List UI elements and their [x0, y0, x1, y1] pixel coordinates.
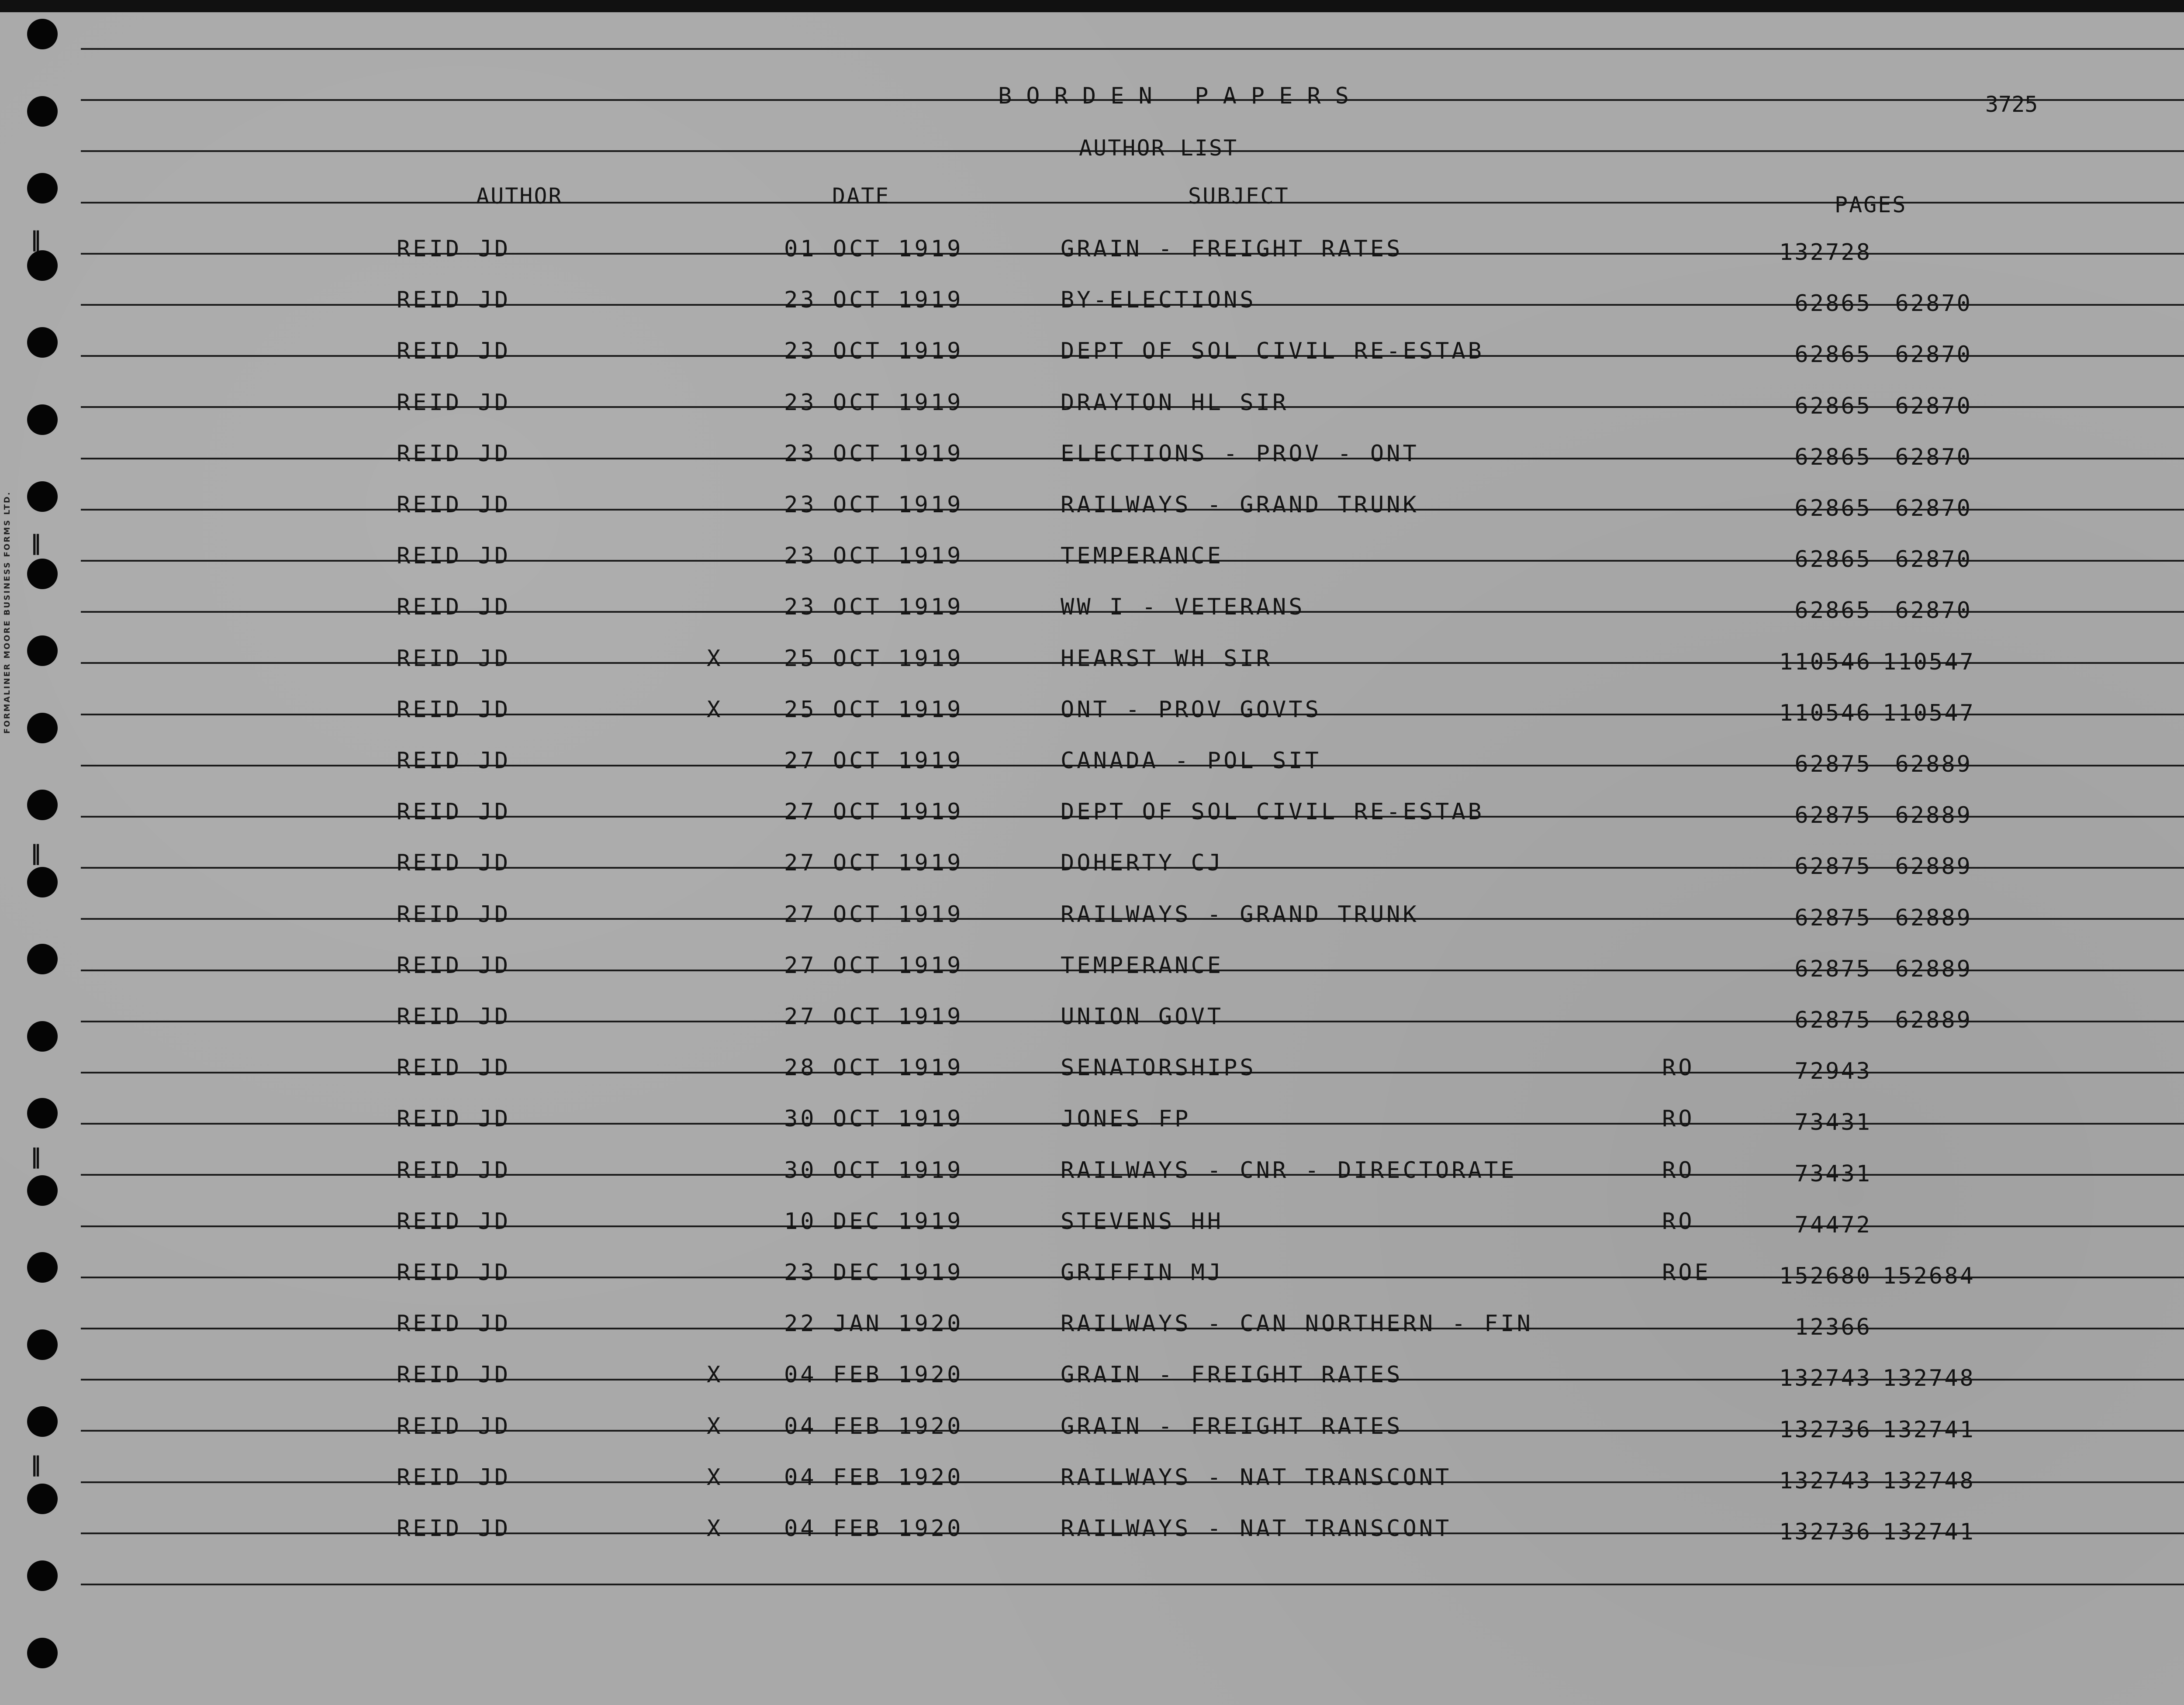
subject-cell: TEMPERANCE	[1061, 543, 1224, 569]
subject-cell: GRAIN - FREIGHT RATES	[1061, 1362, 1403, 1388]
date-cell: 10 DEC 1919	[784, 1208, 964, 1235]
page-from-cell: 74472	[1794, 1211, 1872, 1238]
page-from-cell: 110546	[1779, 700, 1872, 726]
feed-hole-left	[27, 1484, 58, 1514]
date-cell: 04 FEB 1920	[784, 1515, 964, 1542]
feed-hole-left	[27, 1021, 58, 1052]
page-from-cell: 62865	[1794, 495, 1872, 521]
page-from-cell: 62875	[1794, 802, 1872, 829]
feed-hole-left	[27, 327, 58, 358]
author-cell: REID JD	[397, 389, 511, 416]
code-cell: RO	[1662, 1208, 1695, 1235]
author-cell: REID JD	[397, 1260, 511, 1286]
page-from-cell: 132743	[1779, 1467, 1872, 1494]
code-cell: RO	[1662, 1106, 1695, 1132]
page-from-cell: 12366	[1794, 1314, 1872, 1341]
subject-cell: SENATORSHIPS	[1061, 1055, 1256, 1081]
feed-hole-left	[27, 867, 58, 897]
date-cell: 27 OCT 1919	[784, 901, 964, 928]
feed-hole-left	[27, 1638, 58, 1668]
perforation-tick: ‖	[31, 531, 43, 555]
page-to-cell: 62870	[1895, 393, 1972, 419]
author-cell: REID JD	[397, 799, 511, 825]
mark-cell: X	[707, 645, 723, 672]
author-cell: REID JD	[397, 1208, 511, 1235]
date-cell: 23 OCT 1919	[784, 492, 964, 518]
page-from-cell: 62865	[1794, 290, 1872, 317]
date-cell: 04 FEB 1920	[784, 1464, 964, 1491]
date-cell: 30 OCT 1919	[784, 1106, 964, 1132]
author-cell: REID JD	[397, 440, 511, 467]
column-header-date: DATE	[832, 183, 890, 209]
subject-cell: TEMPERANCE	[1061, 952, 1224, 979]
perforation-tick: ‖	[31, 841, 43, 865]
subject-cell: RAILWAYS - CAN NORTHERN - FIN	[1061, 1311, 1533, 1337]
author-cell: REID JD	[397, 236, 511, 262]
subject-cell: DOHERTY CJ	[1061, 850, 1224, 877]
author-cell: REID JD	[397, 696, 511, 723]
page-to-cell: 62870	[1895, 290, 1972, 317]
subject-cell: ELECTIONS - PROV - ONT	[1061, 440, 1419, 467]
author-cell: REID JD	[397, 1004, 511, 1030]
code-cell: ROE	[1662, 1260, 1711, 1286]
date-cell: 25 OCT 1919	[784, 696, 964, 723]
subject-cell: HEARST WH SIR	[1061, 645, 1272, 672]
page-from-cell: 62875	[1794, 751, 1872, 777]
page-from-cell: 62865	[1794, 546, 1872, 573]
page-to-cell: 152684	[1883, 1263, 1975, 1289]
page-title: BORDEN PAPERS	[998, 83, 1363, 109]
page-from-cell: 62875	[1794, 904, 1872, 931]
subject-cell: DRAYTON HL SIR	[1061, 389, 1289, 416]
feed-hole-left	[27, 250, 58, 281]
page-to-cell: 62870	[1895, 546, 1972, 573]
author-cell: REID JD	[397, 850, 511, 877]
feed-hole-left	[27, 1175, 58, 1206]
page-from-cell: 73431	[1794, 1109, 1872, 1136]
author-cell: REID JD	[397, 1311, 511, 1337]
page-from-cell: 132743	[1779, 1365, 1872, 1392]
page-from-cell: 73431	[1794, 1160, 1872, 1187]
page-to-cell: 62870	[1895, 444, 1972, 470]
subject-cell: BY-ELECTIONS	[1061, 287, 1256, 314]
subject-cell: WW I - VETERANS	[1061, 594, 1305, 621]
feed-hole-left	[27, 404, 58, 435]
author-cell: REID JD	[397, 1055, 511, 1081]
subject-cell: RAILWAYS - GRAND TRUNK	[1061, 492, 1419, 518]
date-cell: 23 OCT 1919	[784, 543, 964, 569]
mark-cell: X	[707, 1413, 723, 1439]
subject-cell: STEVENS HH	[1061, 1208, 1224, 1235]
date-cell: 23 DEC 1919	[784, 1260, 964, 1286]
page-number: 3725	[1985, 92, 2038, 117]
feed-hole-left	[27, 481, 58, 512]
date-cell: 01 OCT 1919	[784, 236, 964, 262]
mark-cell: X	[707, 696, 723, 723]
subject-cell: RAILWAYS - CNR - DIRECTORATE	[1061, 1157, 1517, 1184]
subject-cell: UNION GOVT	[1061, 1004, 1224, 1030]
author-cell: REID JD	[397, 1413, 511, 1439]
list-subtitle: AUTHOR LIST	[1079, 135, 1238, 161]
top-edge	[0, 0, 2184, 12]
page-to-cell: 62870	[1895, 495, 1972, 521]
page-to-cell: 62870	[1895, 342, 1972, 368]
page-to-cell: 132741	[1883, 1416, 1975, 1443]
author-cell: REID JD	[397, 1362, 511, 1388]
date-cell: 23 OCT 1919	[784, 440, 964, 467]
date-cell: 27 OCT 1919	[784, 748, 964, 774]
feed-hole-left	[27, 19, 58, 49]
author-cell: REID JD	[397, 287, 511, 314]
feed-hole-left	[27, 559, 58, 589]
page-to-cell: 62870	[1895, 597, 1972, 624]
perforation-tick: ‖	[31, 1452, 43, 1477]
page-to-cell: 62889	[1895, 751, 1972, 777]
feed-hole-left	[27, 713, 58, 743]
author-cell: REID JD	[397, 952, 511, 979]
feed-hole-left	[27, 790, 58, 820]
page-from-cell: 110546	[1779, 649, 1872, 675]
feed-hole-left	[27, 1406, 58, 1437]
page-from-cell: 62865	[1794, 393, 1872, 419]
subject-cell: JONES FP	[1061, 1106, 1191, 1132]
page-from-cell: 62865	[1794, 444, 1872, 470]
date-cell: 23 OCT 1919	[784, 287, 964, 314]
subject-cell: DEPT OF SOL CIVIL RE-ESTAB	[1061, 799, 1484, 825]
page-to-cell: 110547	[1883, 649, 1975, 675]
subject-cell: ONT - PROV GOVTS	[1061, 696, 1321, 723]
page-from-cell: 62875	[1794, 853, 1872, 880]
page-to-cell: 132748	[1883, 1467, 1975, 1494]
subject-cell: RAILWAYS - NAT TRANSCONT	[1061, 1464, 1452, 1491]
date-cell: 27 OCT 1919	[784, 799, 964, 825]
date-cell: 04 FEB 1920	[784, 1362, 964, 1388]
subject-cell: DEPT OF SOL CIVIL RE-ESTAB	[1061, 338, 1484, 365]
perforation-tick: ‖	[31, 1144, 43, 1169]
author-cell: REID JD	[397, 1515, 511, 1542]
author-cell: REID JD	[397, 1106, 511, 1132]
page-from-cell: 132728	[1779, 239, 1872, 266]
page-to-cell: 132741	[1883, 1519, 1975, 1545]
author-cell: REID JD	[397, 645, 511, 672]
mark-cell: X	[707, 1515, 723, 1542]
feed-hole-left	[27, 944, 58, 974]
ruled-line	[81, 1584, 2184, 1585]
page-from-cell: 62865	[1794, 597, 1872, 624]
author-cell: REID JD	[397, 543, 511, 569]
page-from-cell: 62875	[1794, 956, 1872, 982]
date-cell: 27 OCT 1919	[784, 952, 964, 979]
date-cell: 27 OCT 1919	[784, 850, 964, 877]
subject-cell: GRAIN - FREIGHT RATES	[1061, 1413, 1403, 1439]
feed-hole-left	[27, 635, 58, 666]
feed-hole-left	[27, 1252, 58, 1283]
perforation-tick: ‖	[31, 227, 43, 252]
mark-cell: X	[707, 1464, 723, 1491]
page-from-cell: 132736	[1779, 1519, 1872, 1545]
author-cell: REID JD	[397, 1157, 511, 1184]
date-cell: 25 OCT 1919	[784, 645, 964, 672]
column-header-pages: PAGES	[1835, 192, 1907, 217]
page-from-cell: 152680	[1779, 1263, 1872, 1289]
author-cell: REID JD	[397, 901, 511, 928]
page-to-cell: 62889	[1895, 956, 1972, 982]
page-from-cell: 72943	[1794, 1058, 1872, 1085]
date-cell: 27 OCT 1919	[784, 1004, 964, 1030]
feed-hole-left	[27, 1098, 58, 1129]
page-from-cell: 62865	[1794, 342, 1872, 368]
date-cell: 22 JAN 1920	[784, 1311, 964, 1337]
feed-hole-left	[27, 1329, 58, 1360]
code-cell: RO	[1662, 1157, 1695, 1184]
mark-cell: X	[707, 1362, 723, 1388]
page-to-cell: 110547	[1883, 700, 1975, 726]
subject-cell: CANADA - POL SIT	[1061, 748, 1321, 774]
column-header-author: AUTHOR	[476, 183, 563, 209]
page-to-cell: 62889	[1895, 1007, 1972, 1033]
page-to-cell: 62889	[1895, 904, 1972, 931]
subject-cell: RAILWAYS - GRAND TRUNK	[1061, 901, 1419, 928]
date-cell: 28 OCT 1919	[784, 1055, 964, 1081]
author-cell: REID JD	[397, 748, 511, 774]
page-from-cell: 132736	[1779, 1416, 1872, 1443]
column-header-subject: SUBJECT	[1188, 183, 1289, 209]
subject-cell: GRIFFIN MJ	[1061, 1260, 1224, 1286]
date-cell: 23 OCT 1919	[784, 338, 964, 365]
page-to-cell: 62889	[1895, 853, 1972, 880]
feed-hole-left	[27, 173, 58, 204]
page-from-cell: 62875	[1794, 1007, 1872, 1033]
feed-hole-left	[27, 96, 58, 127]
code-cell: RO	[1662, 1055, 1695, 1081]
author-cell: REID JD	[397, 492, 511, 518]
subject-cell: RAILWAYS - NAT TRANSCONT	[1061, 1515, 1452, 1542]
ruled-line	[81, 48, 2184, 50]
subject-cell: GRAIN - FREIGHT RATES	[1061, 236, 1403, 262]
date-cell: 23 OCT 1919	[784, 594, 964, 621]
date-cell: 04 FEB 1920	[784, 1413, 964, 1439]
author-cell: REID JD	[397, 1464, 511, 1491]
form-manufacturer-label: FORMALINER MOORE BUSINESS FORMS LTD.	[3, 491, 12, 734]
date-cell: 23 OCT 1919	[784, 389, 964, 416]
page-to-cell: 132748	[1883, 1365, 1975, 1392]
page-to-cell: 62889	[1895, 802, 1972, 829]
date-cell: 30 OCT 1919	[784, 1157, 964, 1184]
feed-hole-left	[27, 1560, 58, 1591]
author-cell: REID JD	[397, 338, 511, 365]
author-cell: REID JD	[397, 594, 511, 621]
